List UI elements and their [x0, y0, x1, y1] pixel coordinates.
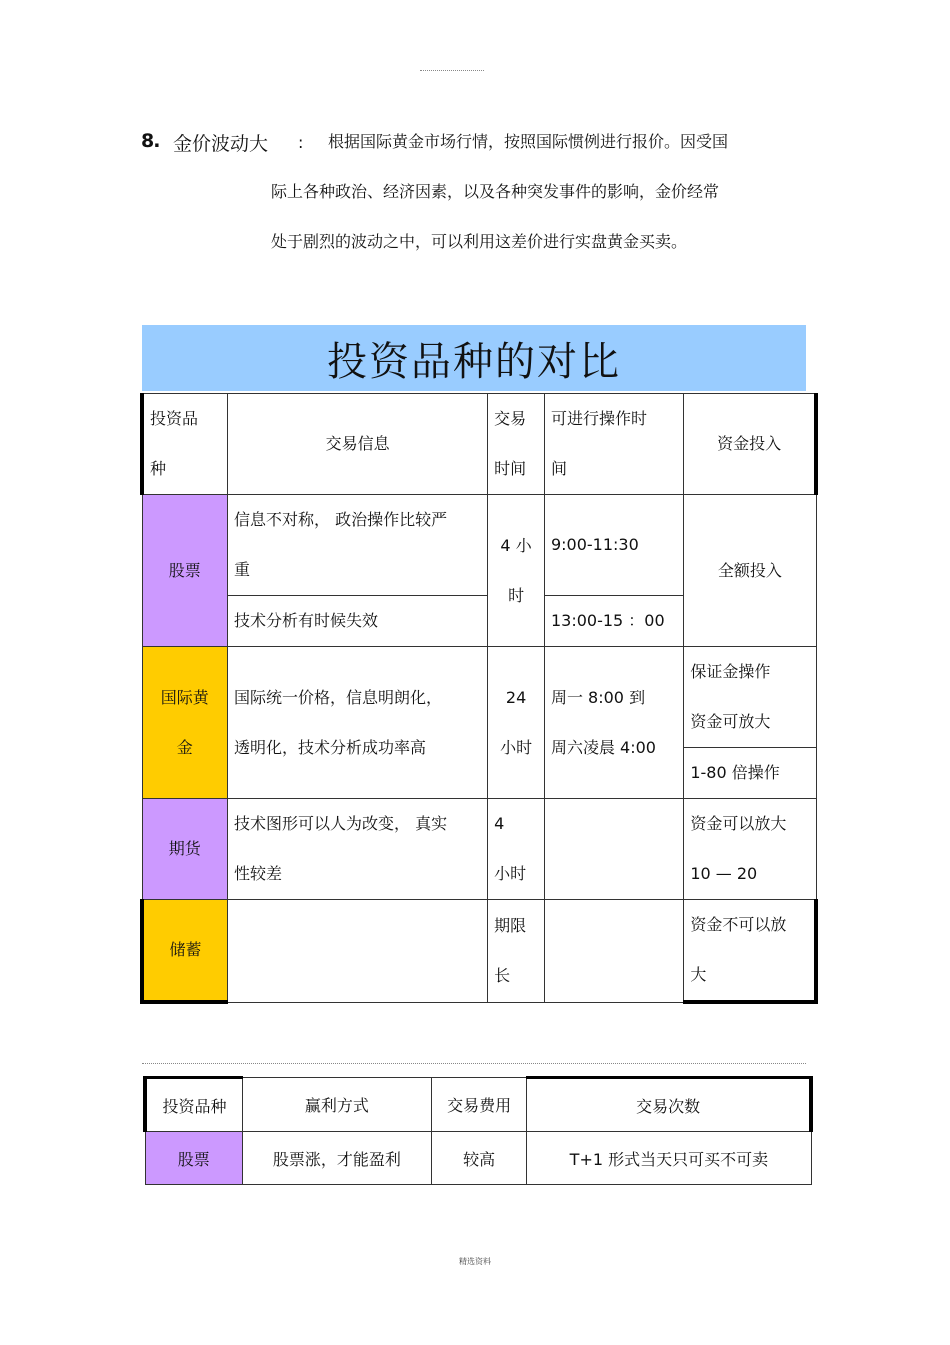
intro-line-1: 根据国际黄金市场行情，按照国际惯例进行报价。因受国	[328, 132, 729, 151]
profit-cell-method: 股票涨，才能盈利	[242, 1132, 431, 1185]
table-header-row	[142, 394, 816, 495]
profit-cell-name: 股票	[145, 1132, 242, 1185]
row-name-futures: 期货	[142, 799, 228, 900]
savings-info	[228, 900, 488, 1003]
profit-table	[143, 1076, 813, 1185]
profit-header-variety: 投资品种	[145, 1078, 242, 1132]
header-capital: 资金投入	[684, 394, 816, 495]
heading-colon: :	[298, 133, 304, 152]
profit-cell-count: T+1 形式当天只可买不可卖	[527, 1132, 811, 1185]
savings-capital: 资金不可以放 大	[684, 900, 816, 1003]
stock-info-b: 技术分析有时候失效	[228, 596, 488, 647]
savings-time: 期限 长	[488, 900, 545, 1003]
profit-header-row	[145, 1078, 811, 1132]
gold-info: 国际统一价格，信息明朗化， 透明化，技术分析成功率高	[228, 647, 488, 799]
table-row	[142, 647, 816, 748]
futures-time: 4 小时	[488, 799, 545, 900]
table-row	[145, 1132, 811, 1185]
stock-capital: 全额投入	[684, 495, 816, 647]
profit-header-method: 赢利方式	[242, 1078, 431, 1132]
row-name-gold: 国际黄 金	[142, 647, 228, 799]
futures-info: 技术图形可以人为改变， 真实 性较差	[228, 799, 488, 900]
stock-ops-b: 13:00-15 ：00	[544, 596, 683, 647]
gold-time: 24 小时	[488, 647, 545, 799]
gold-capital-a: 保证金操作 资金可放大	[684, 647, 816, 748]
section-heading: 金价波动大	[173, 133, 269, 155]
intro-line-2: 际上各种政治、经济因素，以及各种突发事件的影响，金价经常	[271, 182, 720, 201]
intro-line-3: 处于剧烈的波动之中，可以利用这差价进行实盘黄金买卖。	[271, 232, 688, 251]
top-divider	[420, 70, 484, 71]
header-variety: 投资品 种	[142, 394, 228, 495]
table-row	[142, 495, 816, 596]
stock-info-a: 信息不对称， 政治操作比较严 重	[228, 495, 488, 596]
profit-header-count: 交易次数	[527, 1078, 811, 1132]
gold-ops: 周一 8:00 到 周六凌晨 4:00	[544, 647, 683, 799]
futures-capital: 资金可以放大 10 — 20	[684, 799, 816, 900]
comparison-title: 投资品种的对比	[142, 325, 806, 391]
comparison-table	[140, 393, 818, 1004]
section-divider	[142, 1063, 806, 1064]
section-number: 8.	[141, 130, 160, 152]
table-row	[142, 900, 816, 1003]
footer-label: 精选资料	[459, 1257, 491, 1266]
table-row	[142, 799, 816, 900]
row-name-stock: 股票	[142, 495, 228, 647]
gold-capital-b: 1-80 倍操作	[684, 748, 816, 799]
row-name-savings: 储蓄	[142, 900, 228, 1003]
stock-time: 4 小 时	[488, 495, 545, 647]
profit-cell-fee: 较高	[431, 1132, 526, 1185]
futures-ops	[544, 799, 683, 900]
header-info: 交易信息	[228, 394, 488, 495]
header-time: 交易 时间	[488, 394, 545, 495]
header-ops: 可进行操作时 间	[544, 394, 683, 495]
stock-ops-a: 9:00-11:30	[544, 495, 683, 596]
savings-ops	[544, 900, 683, 1003]
profit-header-fee: 交易费用	[431, 1078, 526, 1132]
